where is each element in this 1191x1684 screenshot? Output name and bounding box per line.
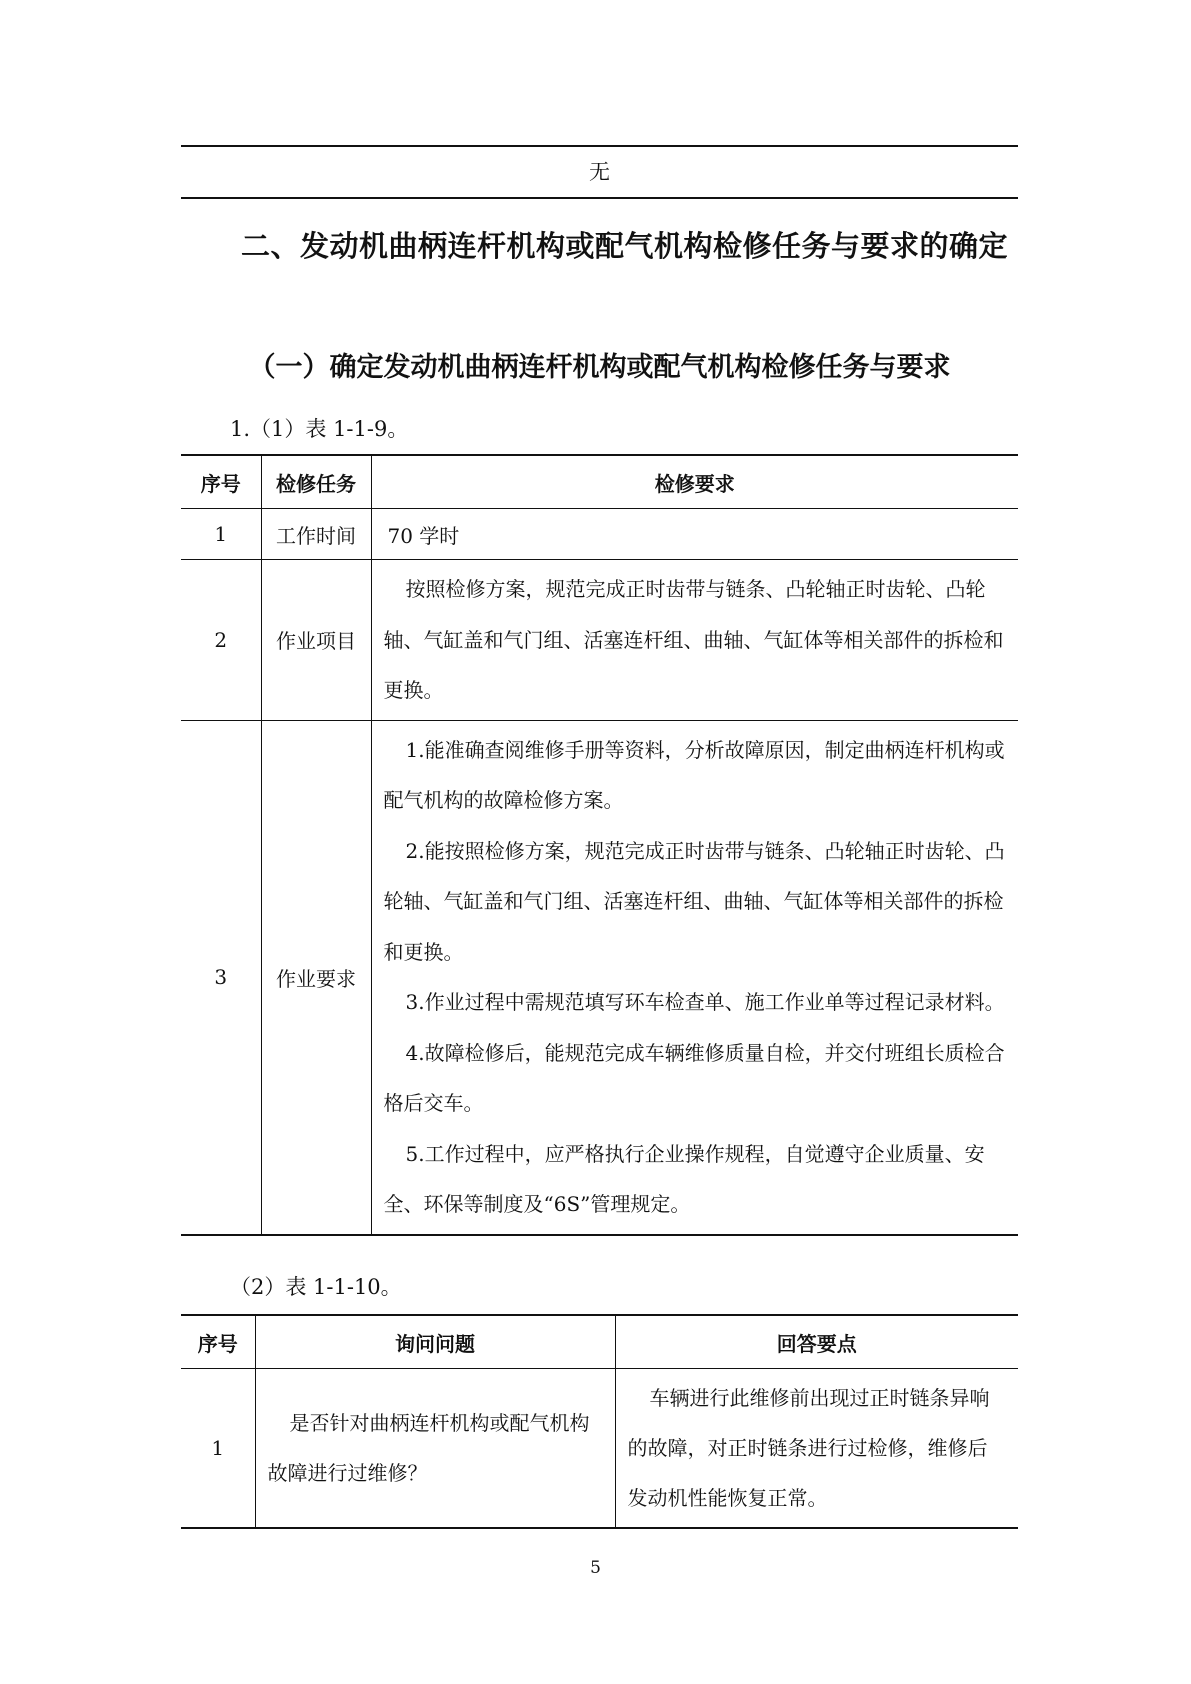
- question-text: 是否针对曲柄连杆机构或配气机构故障进行过维修？: [267, 1411, 590, 1485]
- header-no: 序号: [181, 455, 261, 509]
- requirement-paragraph: 按照检修方案，规范完成正时齿带与链条、凸轮轴正时齿轮、凸轮轴、气缸盖和气门组、活塞连杆组、曲轴、气缸体等相关部件的拆检和更换。: [383, 577, 1004, 702]
- header-task: 检修任务: [261, 455, 371, 509]
- inquiry-table: [181, 1314, 1018, 1529]
- row-question: [255, 1369, 615, 1529]
- table-row: [181, 560, 1018, 721]
- row-no: 1: [181, 509, 261, 560]
- requirement-paragraph: 1.能准确查阅维修手册等资料，分析故障原因，制定曲柄连杆机构或配气机构的故障检修方案。: [383, 737, 1005, 812]
- row-requirement: [371, 720, 1018, 1235]
- requirement-text: 70 学时: [387, 523, 460, 548]
- row-task: 作业要求: [261, 720, 371, 1235]
- header-answer: 回答要点: [615, 1315, 1018, 1369]
- requirement-paragraph: 3.作业过程中需规范填写环车检查单、施工作业单等过程记录材料。: [405, 990, 1005, 1014]
- requirement-paragraph: 2.能按照检修方案，规范完成正时齿带与链条、凸轮轴正时齿轮、凸轮轴、气缸盖和气门组、活塞连杆组、曲轴、气缸体等相关部件的拆检和更换。: [383, 838, 1005, 964]
- row-answer: [615, 1369, 1018, 1529]
- table-top-rule: [181, 145, 1018, 147]
- row-requirement: [371, 509, 1018, 560]
- table2-caption: （2）表 1-1-10。: [230, 1275, 402, 1299]
- header-no: 序号: [181, 1315, 255, 1369]
- page-number: 5: [590, 1558, 601, 1578]
- header-requirement: 检修要求: [371, 455, 1018, 509]
- table-row: [181, 509, 1018, 560]
- table1-caption: 1.（1）表 1-1-9。: [230, 417, 409, 441]
- table-bottom-rule: [181, 197, 1018, 199]
- answer-text: 车辆进行此维修前出现过正时链条异响的故障，对正时链条进行过检修，维修后发动机性能恢复正常。: [627, 1386, 990, 1510]
- row-no: 2: [181, 560, 261, 721]
- row-no: 3: [181, 720, 261, 1235]
- table-row: [181, 720, 1018, 1235]
- row-no: 1: [181, 1369, 255, 1529]
- row-requirement: [371, 560, 1018, 721]
- table-header-row: [181, 455, 1018, 509]
- table-header-row: [181, 1315, 1018, 1369]
- table-row: [181, 1369, 1018, 1529]
- row-task: 工作时间: [261, 509, 371, 560]
- maintenance-task-table: [181, 454, 1018, 1236]
- header-question: 询问问题: [255, 1315, 615, 1369]
- requirement-paragraph: 4.故障检修后，能规范完成车辆维修质量自检，并交付班组长质检合格后交车。: [383, 1040, 1005, 1115]
- residual-table-cell: 无: [589, 160, 610, 184]
- subsection-heading: （一）确定发动机曲柄连杆机构或配气机构检修任务与要求: [248, 352, 951, 383]
- requirement-paragraph: 5.工作过程中，应严格执行企业操作规程，自觉遵守企业质量、安全、环保等制度及“6S”管理规定。: [383, 1141, 985, 1216]
- section-heading: 二、发动机曲柄连杆机构或配气机构检修任务与要求的确定: [241, 229, 1009, 263]
- row-task: 作业项目: [261, 560, 371, 721]
